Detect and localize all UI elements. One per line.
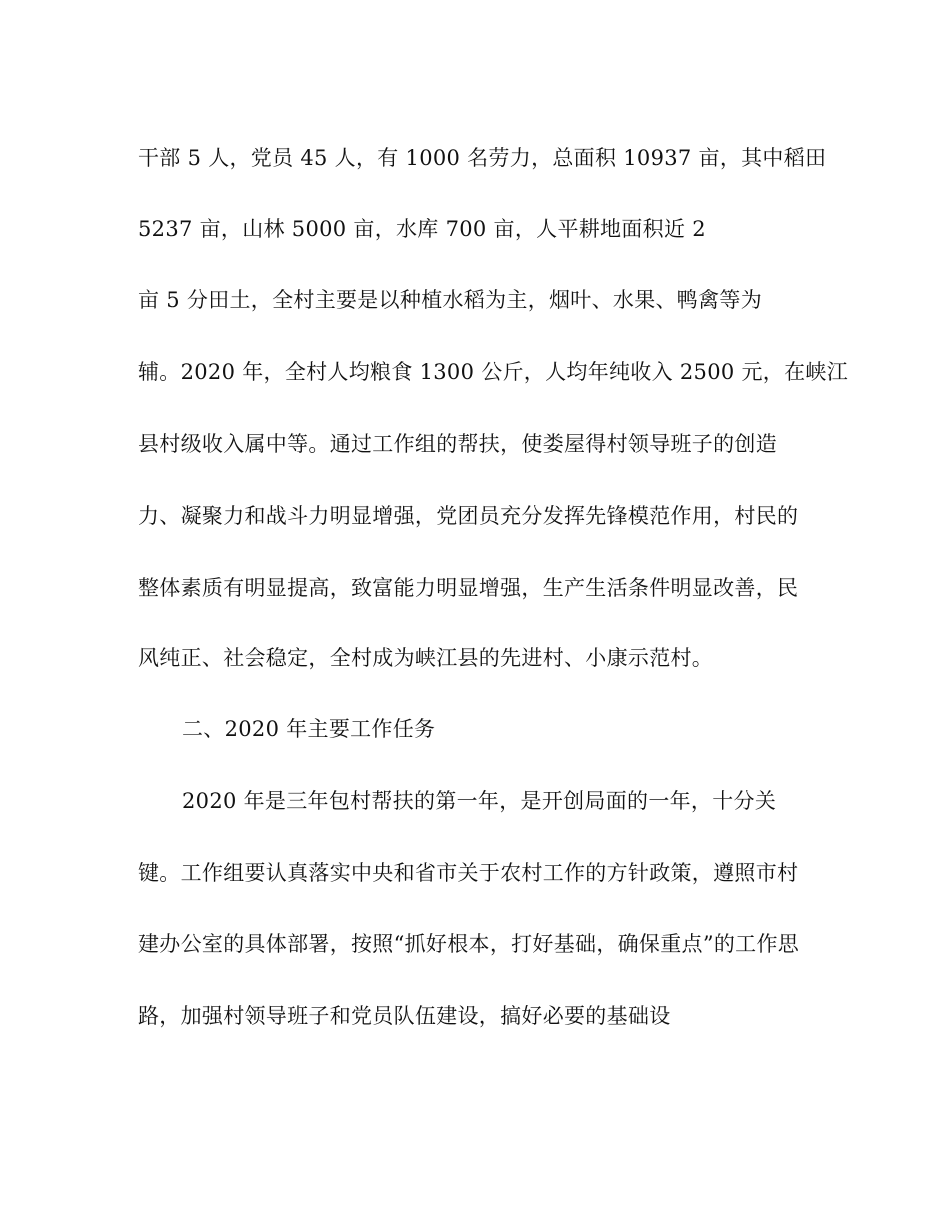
paragraph-line: 亩 5 分田土，全村主要是以种植水稻为主，烟叶、水果、鸭禽等为 bbox=[138, 288, 763, 312]
paragraph-line: 辅。2020 年，全村人均粮食 1300 公斤，人均年纯收入 2500 元，在峡江 bbox=[138, 360, 849, 384]
paragraph-line: 路，加强村领导班子和党员队伍建设，搞好必要的基础设 bbox=[138, 1004, 671, 1028]
paragraph-line: 建办公室的具体部署，按照“抓好根本，打好基础，确保重点”的工作思 bbox=[138, 932, 800, 956]
paragraph-line: 5237 亩，山林 5000 亩，水库 700 亩，人平耕地面积近 2 bbox=[138, 217, 706, 241]
paragraph-line: 干部 5 人，党员 45 人，有 1000 名劳力，总面积 10937 亩，其中稻田 bbox=[138, 146, 827, 170]
section-heading: 二、2020 年主要工作任务 bbox=[182, 717, 436, 741]
paragraph-line: 键。工作组要认真落实中央和省市关于农村工作的方针政策，遵照市村 bbox=[138, 861, 799, 885]
paragraph-line: 县村级收入属中等。通过工作组的帮扶，使娄屋得村领导班子的创造 bbox=[138, 432, 777, 456]
paragraph-line: 力、凝聚力和战斗力明显增强，党团员充分发挥先锋模范作用，村民的 bbox=[138, 504, 799, 528]
paragraph-line: 整体素质有明显提高，致富能力明显增强，生产生活条件明显改善，民 bbox=[138, 576, 799, 600]
paragraph-line: 风纯正、社会稳定，全村成为峡江县的先进村、小康示范村。 bbox=[138, 646, 714, 670]
paragraph-line: 2020 年是三年包村帮扶的第一年，是开创局面的一年，十分关 bbox=[182, 789, 777, 813]
